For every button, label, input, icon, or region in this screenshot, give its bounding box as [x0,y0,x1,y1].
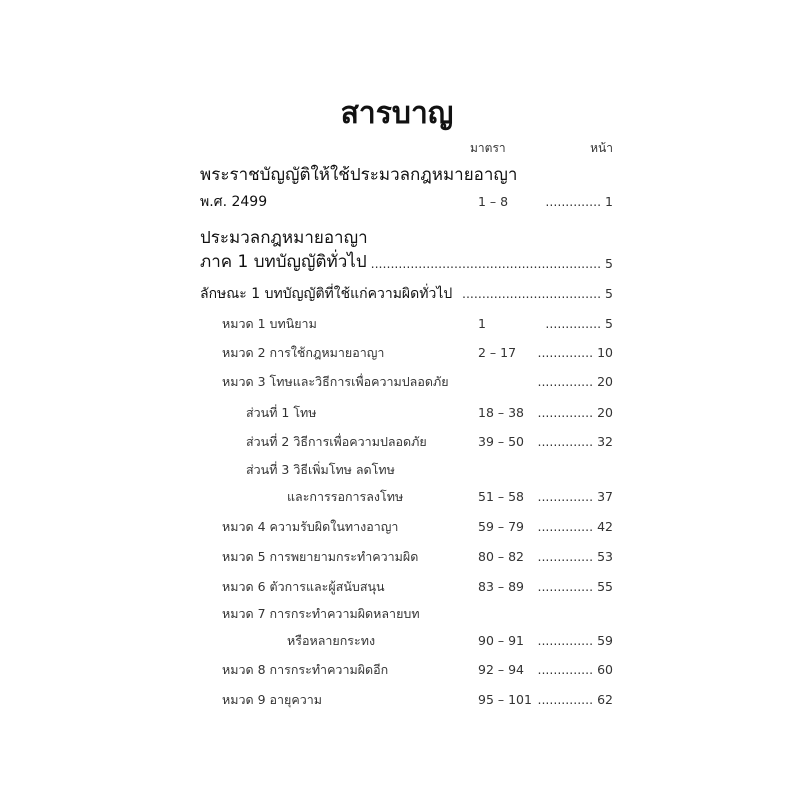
toc-page: ..... 10 [537,343,613,363]
toc-page: ..... 1 [545,192,613,212]
toc-heading-act: พระราชบัญญัติให้ใช้ประมวลกฎหมายอาญา [200,165,518,185]
toc-section: 1 – 8 [478,194,509,209]
toc-label-continued: และการรอการลงโทษ [287,489,404,504]
toc-label: ส่วนที่ 3 วิธีเพิ่มโทษ ลดโทษ [246,462,395,477]
toc-page: .......................................................... 5 [370,256,613,271]
toc-page: ..... 37 [537,487,613,507]
toc-label: ส่วนที่ 2 วิธีการเพื่อความปลอดภัย [246,434,427,449]
toc-label: หมวด 8 การกระทำความผิดอีก [222,662,389,677]
toc-label: หมวด 4 ความรับผิดในทางอาญา [222,519,399,534]
toc-label: หมวด 2 การใช้กฎหมายอาญา [222,345,385,360]
toc-label: หมวด 6 ตัวการและผู้สนับสนุน [222,579,385,594]
toc-page: ..... 42 [537,517,613,537]
toc-label: ภาค 1 บทบัญญัติทั่วไป [200,252,367,272]
toc-page: ..... 62 [537,690,613,710]
toc-page: ..... 53 [537,547,613,567]
toc-section: 1 [478,316,486,331]
toc-section: 95 – 101 [478,692,532,707]
toc-label: ส่วนที่ 1 โทษ [246,405,317,420]
toc-label: พ.ศ. 2499 [200,194,268,210]
section-column-header: มาตรา [470,141,506,155]
toc-section: 39 – 50 [478,434,525,449]
toc-page: ..... 32 [537,432,613,452]
toc-section: 92 – 94 [478,662,525,677]
toc-section: 59 – 79 [478,519,525,534]
toc-section: 90 – 91 [478,633,525,648]
toc-section: 2 – 17 [478,345,517,360]
toc-label-continued: หรือหลายกระทง [287,633,376,648]
toc-label: หมวด 5 การพยายามกระทำความผิด [222,549,419,564]
toc-label: หมวด 1 บทนิยาม [222,316,317,331]
toc-section: 51 – 58 [478,489,525,504]
toc-section: 18 – 38 [478,405,525,420]
toc-heading-code: ประมวลกฎหมายอาญา [200,228,368,248]
toc-label: หมวด 3 โทษและวิธีการเพื่อความปลอดภัย [222,374,449,389]
toc-page: ..... 20 [537,403,613,423]
toc-label: หมวด 9 อายุความ [222,692,323,707]
toc-label: หมวด 7 การกระทำความผิดหลายบท [222,606,420,621]
toc-page: ..... 5 [545,314,613,334]
page-title: สารบาญ [340,96,454,131]
page-column-header: หน้า [590,141,613,155]
toc-page: ..... 20 [537,372,613,392]
toc-page: ................................... 5 [461,286,613,301]
toc-label: ลักษณะ 1 บทบัญญัติที่ใช้แก่ความผิดทั่วไป [200,286,453,302]
toc-page: ..... 60 [537,660,613,680]
toc-page: ..... 59 [537,631,613,651]
toc-section: 80 – 82 [478,549,525,564]
toc-section: 83 – 89 [478,579,525,594]
toc-page: ..... 55 [537,577,613,597]
